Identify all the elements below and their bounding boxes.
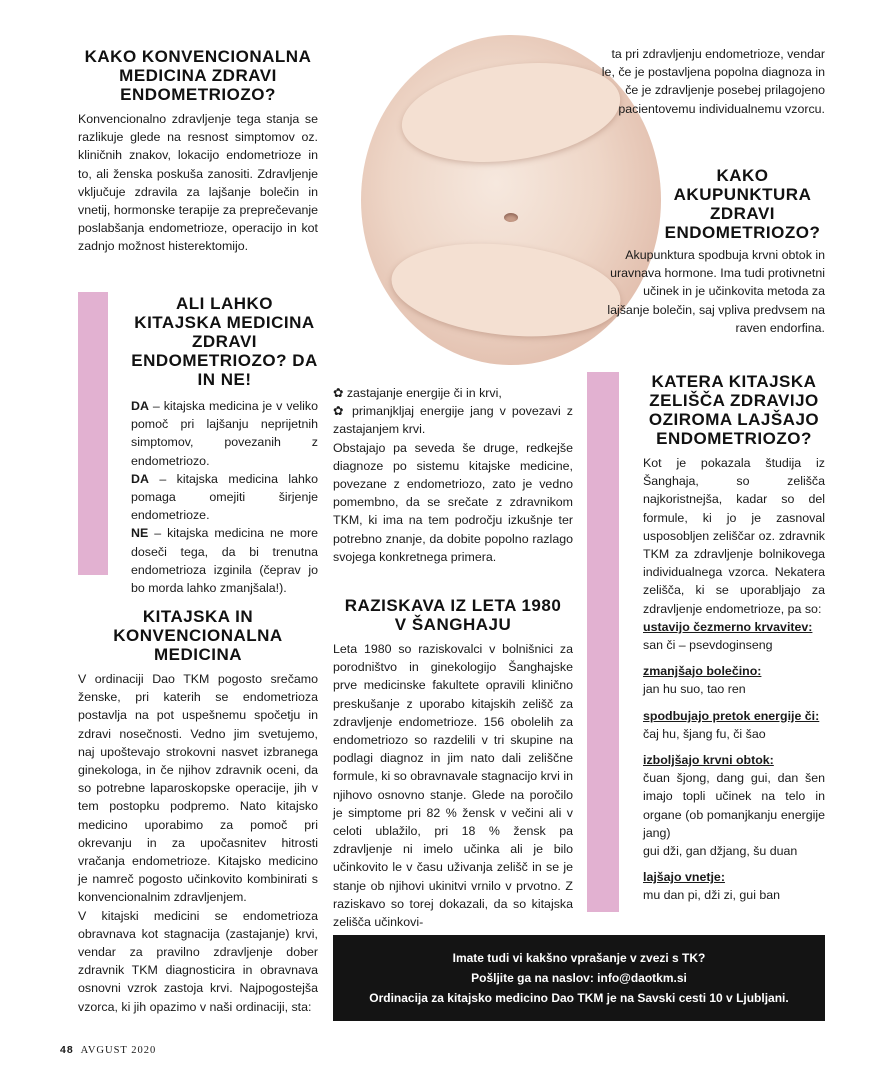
herb-group: zmanjšajo bolečino: jan hu suo, tao ren <box>643 664 762 697</box>
page-number: 48 <box>60 1044 74 1056</box>
upper-hand <box>395 50 626 175</box>
section-herbs <box>643 372 825 905</box>
middle-column <box>333 384 573 566</box>
section-body: Kot je pokazala študija iz Šanghaja, so zelišča najkoristnejša, kadar so del formule, ki jo je zasnoval usposobljen zeliščar oz. zdravnik TKM za zdravljenje bolnikovega individualnega vzorca. Nekatera zelišča, ki se uporabljajo za zdravljenje endometrioze, pa so: <box>643 456 825 616</box>
section-title: RAZISKAVA IZ LETA 1980 V ŠANGHAJU <box>344 596 562 634</box>
section-chinese-and-conventional <box>78 607 318 1016</box>
section-conventional <box>78 47 318 256</box>
answer-list <box>131 397 318 597</box>
section-body: Konvencionalno zdravljenje tega stanja se razlikuje glede na resnost simptomov oz. kliničnih znakov, lokacijo endometrioze in to, ali ženska poskuša zanositi. Zdravljenje vključuje zdravila za lajšanje bolečin in vnetij, hormonske terapije za preprečevanje poslabšanja endometrioze, operacijo in kot zadnjo možnost histerektomijo. <box>78 112 318 254</box>
contact-email[interactable]: Pošljite ga na naslov: info@daotkm.si <box>471 971 687 985</box>
section-body: Obstajajo pa seveda še druge, redkejše diagnoze po sistemu kitajske medicine, povezane z endometriozo, zato je vedno pomembno, da se srečate z zdravnikom TKM, ki ima na tem področju izkušnje ter potrebno znanje, da dobite popolno razlago svojega konkretnega primera. <box>333 440 573 564</box>
answer-item: NE – kitajska medicina ne more doseči tega, da bi trenutna endometrioza izginila (čeprav jo bo morda lahko zmanjšala!). <box>131 526 318 596</box>
bullet-item: ✿ primanjkljaj energije jang v povezavi z zastajanjem krvi. <box>333 404 573 437</box>
answer-item: DA – kitajska medicina je v veliko pomoč pri lajšanju neprijetnih simptomov, povezanih z endometriozo. <box>131 399 318 468</box>
section-title: KATERA KITAJSKA ZELIŠČA ZDRAVIJO OZIROMA LAJŠAJO ENDOMETRIOZO? <box>648 372 820 448</box>
contact-question: Imate tudi vi kakšno vprašanje v zvezi s TK? <box>452 951 706 965</box>
contact-box <box>333 935 825 1021</box>
section-body: V ordinaciji Dao TKM pogosto srečamo ženske, pri katerih se endometrioza postavlja na pot uspešnemu spočetju in zdravi nosečnosti. Vedno jim svetujemo, naj upoštevajo strokovni nasvet izbranega ginekologa, in če njihov zdravnik oceni, da so potrebne laparoskopske operacije, jih v tem postopku podpremo. Nato kitajsko medicino uporabimo za pomoč pri okrevanju in za upočasnitev hitrosti vračanja endometrioze. Kitajsko medicino je namreč pogosto učinkovito kombinirati s konvencionalnim zdravljenjem. <box>78 672 318 905</box>
section-body: V kitajski medicini se endometrioza obravnava kot stagnacija (zastajanje) krvi, vendar za pravilno zdravljenje dober zdravnik TKM diagnosticira in obravnava osnovni vzrok zastoja krvi. Najpogostejša vzorca, ki jih opazimo v naši ordinaciji, sta: <box>78 908 318 1014</box>
section-can-tcm-cure <box>131 294 318 597</box>
herb-group: izboljšajo krvni obtok: čuan šjong, dang gui, dan šen imajo topli učinek na telo in organe (ob pomanjkanju energije jang) gui dži, gan džjang, šu duan <box>643 753 825 859</box>
acupuncture-body: Akupunktura spodbuja krvni obtok in uravnava hormone. Ima tudi protivnetni učinek in je učinkovita metoda za lajšanje bolečin, saj vpliva predvsem na raven endorfina. <box>607 248 825 335</box>
section-title: KAKO AKUPUNKTURA ZDRAVI ENDOMETRIOZO? <box>664 166 821 242</box>
section-body: Leta 1980 so raziskovalci v bolnišnici za porodništvo in ginekologijo Šanghajske prve medicinske fakultete opravili klinično preskušanje z uporabo kitajskih zelišč za zdravljenje endometrioze. 156 obolelih za endometriozo so razdelili v tri skupine na podlagi diagnoz in jim nato dali zeliščne formule, ki so obravnavale stagnacijo krvi in njihovo osnovno stanje. Glede na poročilo je simptome pri 82 % žensk v večini ali v celoti ublažilo, pri 18 % žensk pa zdravljenje ni imelo učinka ali je bilo učinkovito le v času uživanja zelišč in se je stanje ob njihovi ukinitvi vrnilo v prvotno. Z raziskavo so torej dokazali, da so kitajska zelišča učinkovi- <box>333 642 573 930</box>
page-footer <box>60 1044 156 1056</box>
issue-label: AVGUST 2020 <box>80 1045 157 1056</box>
accent-bar <box>78 292 108 575</box>
continued-text: ta pri zdravljenju endometrioze, vendar le, če je postavljena popolna diagnoza in če je zdravljenje posebej prilagojeno pacientovemu individualnemu vzorcu. <box>601 47 825 116</box>
bullet-item: ✿ zastajanje energije či in krvi, <box>333 386 502 400</box>
accent-bar <box>587 372 619 912</box>
flower-bullet-icon: ✿ <box>333 404 346 419</box>
lower-hand <box>387 233 625 347</box>
section-acupuncture <box>660 166 825 242</box>
contact-address: Ordinacija za kitajsko medicino Dao TKM je na Savski cesti 10 v Ljubljani. <box>369 991 789 1005</box>
herb-group: spodbujajo pretok energije či: čaj hu, šjang fu, či šao <box>643 708 820 741</box>
section-title: KITAJSKA IN KONVENCIONALNA MEDICINA <box>113 607 283 664</box>
section-title: ALI LAHKO KITAJSKA MEDICINA ZDRAVI ENDOMETRIOZO? DA IN NE! <box>131 294 318 389</box>
flower-bullet-icon: ✿ <box>333 386 344 400</box>
section-title: KAKO KONVENCIONALNA MEDICINA ZDRAVI ENDOMETRIOZO? <box>84 47 312 104</box>
answer-item: DA – kitajska medicina lahko pomaga omejiti širjenje endometrioze. <box>131 471 318 523</box>
navel <box>504 213 518 222</box>
herb-group: ustavijo čezmerno krvavitev: san či – psevdoginseng <box>643 619 813 653</box>
herb-group: lajšajo vnetje: mu dan pi, dži zi, gui ban <box>643 870 781 903</box>
section-study-1980 <box>333 596 573 931</box>
